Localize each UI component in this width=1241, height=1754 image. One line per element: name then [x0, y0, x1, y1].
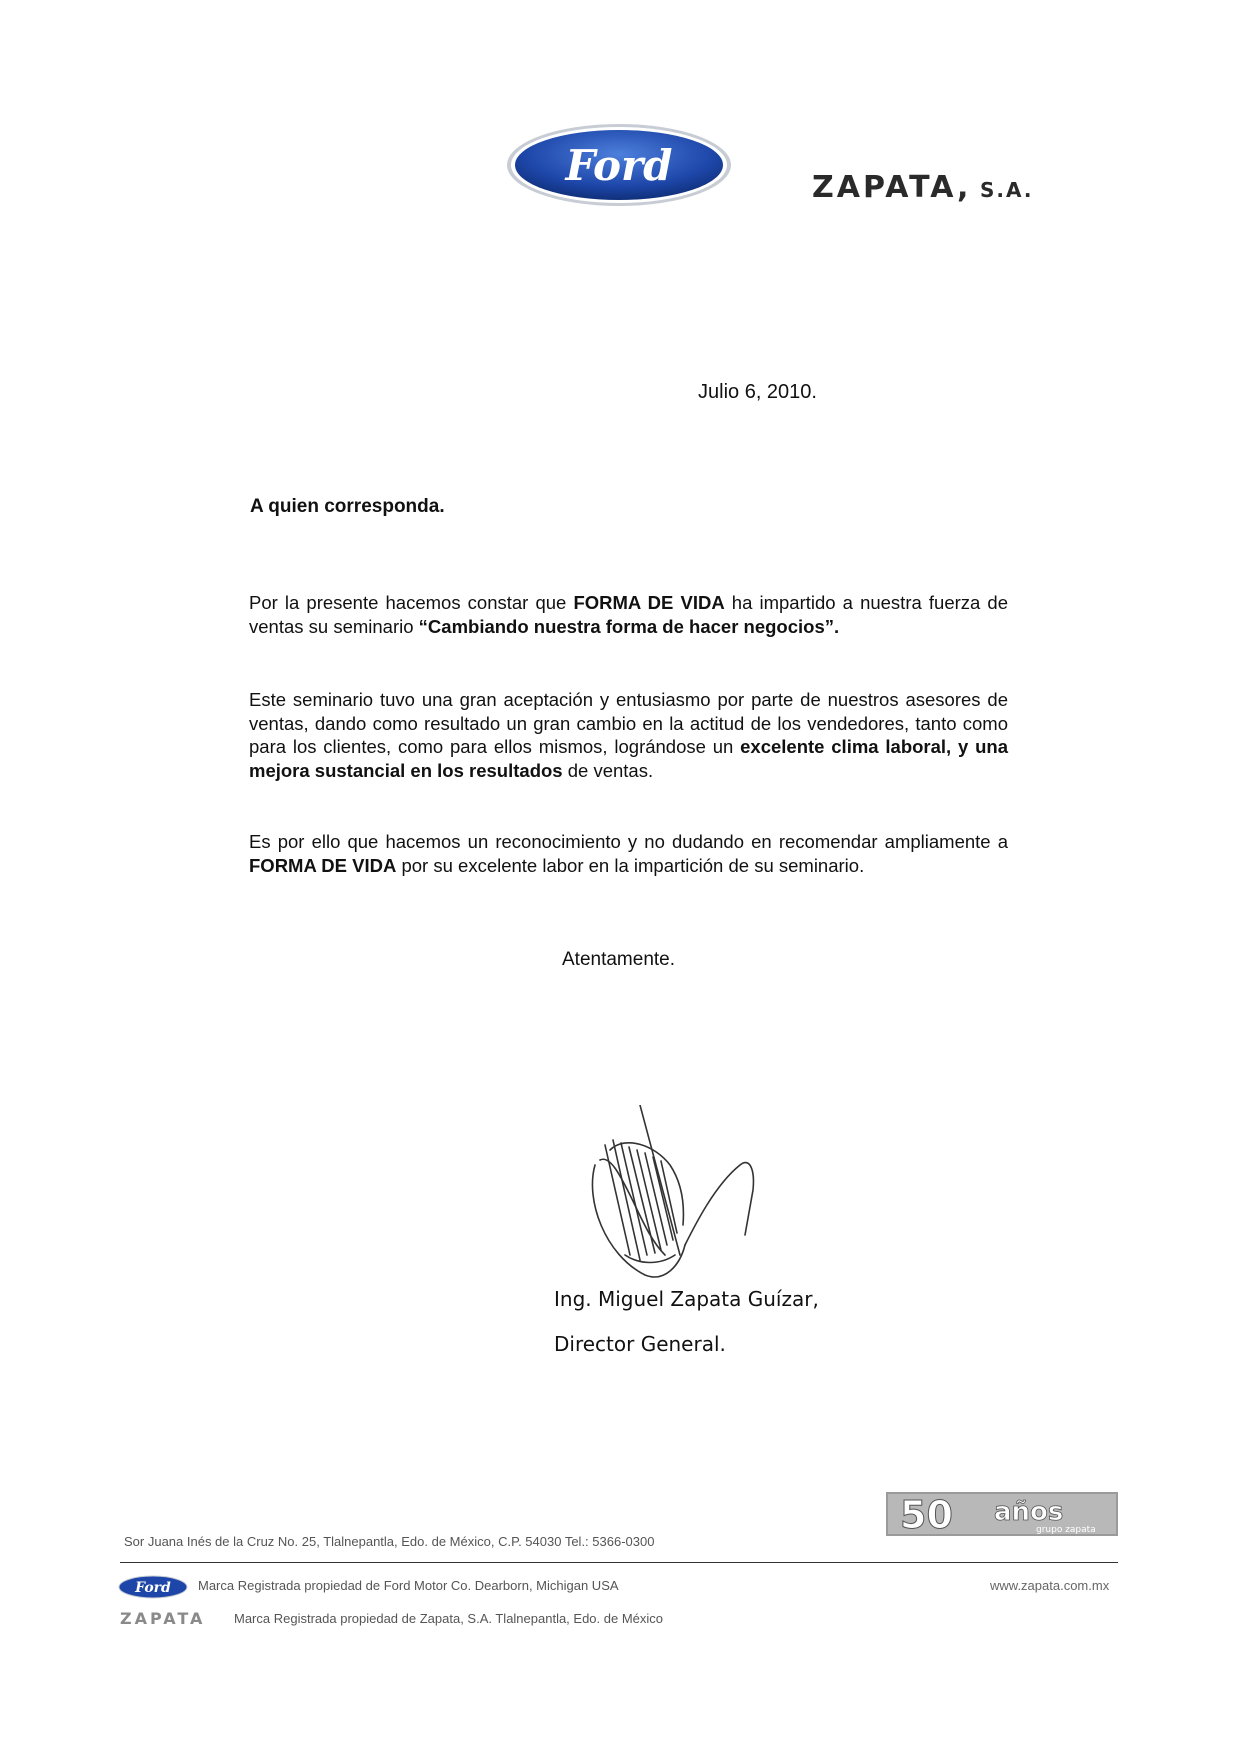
letter-date: Julio 6, 2010. — [698, 381, 817, 403]
anniversary-word: años — [994, 1497, 1064, 1527]
footer-ford-trademark: Marca Registrada propiedad de Ford Motor Co. Dearborn, Michigan USA — [198, 1578, 619, 1593]
anniversary-number: 50 — [900, 1493, 953, 1536]
company-name-main: ZAPATA, — [812, 170, 972, 205]
org-name: FORMA DE VIDA — [573, 592, 725, 613]
ford-logo — [505, 122, 733, 208]
footer-ford-logo — [118, 1575, 188, 1599]
anniversary-sub: grupo zapata — [1036, 1525, 1096, 1535]
company-name — [812, 170, 1033, 205]
org-name: FORMA DE VIDA — [249, 854, 397, 876]
highlight-results: excelente clima laboral, y una mejora sustancial en los resultados — [249, 736, 1008, 781]
paragraph-3: Es por ello que hacemos un reconocimiento y no dudando en recomendar ampliamente a FORMA DE VIDA por su excelente labor en la impartición de su seminario. — [249, 831, 1008, 876]
footer-address: Sor Juana Inés de la Cruz No. 25, Tlalnepantla, Edo. de México, C.P. 54030 Tel.: 5366-0300 — [124, 1534, 655, 1549]
signer-title: Director General. — [554, 1332, 726, 1356]
signature-image — [585, 1105, 775, 1290]
seminar-title: “Cambiando nuestra forma de hacer negocios”. — [418, 615, 840, 637]
salutation: A quien corresponda. — [250, 496, 445, 517]
footer-url: www.zapata.com.mx — [990, 1578, 1110, 1593]
closing: Atentamente. — [562, 949, 676, 970]
anniversary-badge — [886, 1492, 1118, 1536]
paragraph-2: Este seminario tuvo una gran aceptación y entusiasmo por parte de nuestros asesores de ventas, dando como resultado un gran cambio en la actitud de los vendedores, tanto como para los clientes, como para ellos mismos, lográndose un excelente clima laboral, y una mejora sustancial en los resultados de ventas. — [249, 689, 1008, 781]
ford-logo-text: Ford — [565, 141, 673, 190]
footer-zapata-logo: ZAPATA — [120, 1609, 206, 1628]
footer-zapata-trademark: Marca Registrada propiedad de Zapata, S.A. Tlalnepantla, Edo. de México — [234, 1611, 664, 1626]
footer-divider — [120, 1562, 1118, 1563]
signer-name: Ing. Miguel Zapata Guízar, — [554, 1287, 819, 1311]
company-name-suffix: S.A. — [979, 178, 1034, 202]
paragraph-1: Por la presente hacemos constar que FORMA DE VIDA ha impartido a nuestra fuerza de ventas su seminario “Cambiando nuestra forma de hacer negocios”. — [249, 592, 1008, 637]
footer-ford-logo-text: Ford — [135, 1580, 171, 1596]
